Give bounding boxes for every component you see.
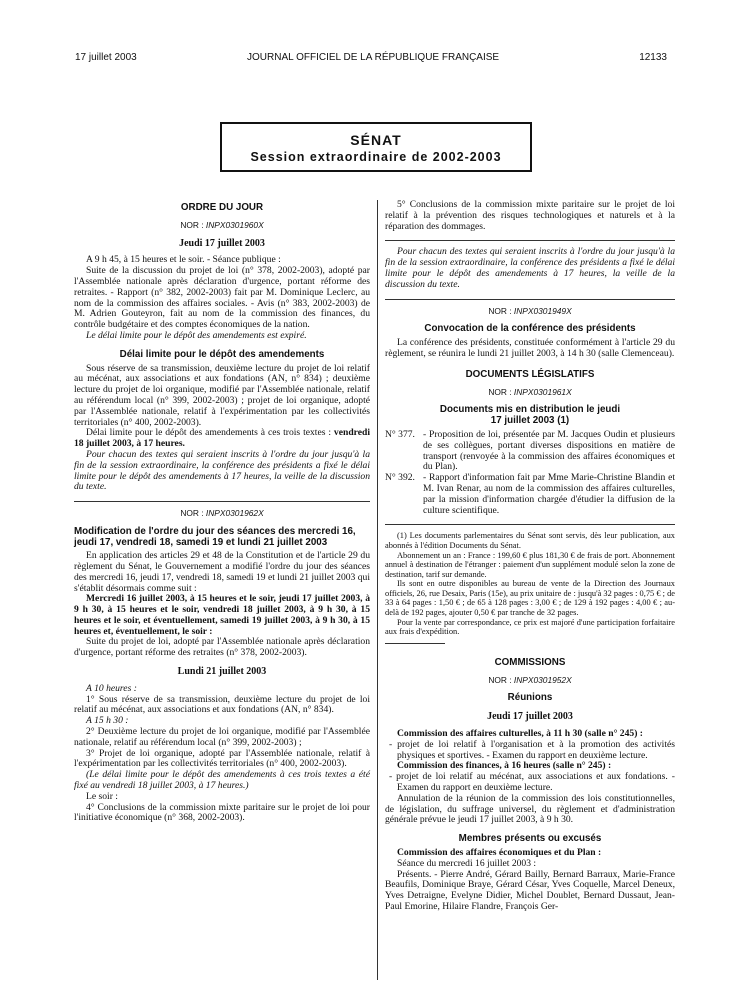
paragraph: 1° Sous réserve de sa transmission, deuxième lecture du projet de loi relatif au mécénat, aux associations et aux fondations (AN, n° 834).	[74, 693, 370, 716]
comm-heading: COMMISSIONS	[494, 656, 566, 668]
left-column	[74, 200, 370, 824]
list-item: - projet de loi relatif à l'organisation et à la promotion des activités physiques et sportives. - Examen du rapport en deuxième lecture.	[389, 738, 675, 761]
subtitle: Session extraordinaire de 2002-2003	[250, 150, 502, 164]
header-journal-title: JOURNAL OFFICIEL DE LA RÉPUBLIQUE FRANÇAISE	[247, 52, 500, 63]
divider	[385, 524, 675, 525]
footnote: Ils sont en outre disponibles au bureau de vente de la Direction des Journaux officiels, 26, rue Desaix, Paris (15e), au prix unitaire de : jusqu'à 32 pages : 0,75 € ; de 33 à 64 pages : 1,50 € ; de 65 à 128 pages : 3,00 € ; de 129 à 192 pages : 4,00 € ; au-delà de 192 pages, ajouter 0,50 € par tranche de 32 pages.	[385, 579, 675, 618]
paragraph: En application des articles 29 et 48 de la Constitution et de l'article 29 du règlement du Sénat, le Gouvernement a modifié l'ordre du jour des séances des mercredi 16, jeudi 17, vendredi 18, samedi 19 et lundi 21 juillet 2003 qui s'établit désormais comme suit :	[74, 550, 371, 594]
paragraph: 5° Conclusions de la commission mixte paritaire sur le projet de loi relatif à la prévention des risques technologiques et naturels et à la réparation des dommages.	[385, 199, 675, 232]
day-heading: Lundi 21 juillet 2003	[177, 666, 267, 678]
paragraph: Présents. - Pierre André, Gérard Bailly, Bernard Barraux, Marie-France Beaufils, Dominique Braye, Gérard César, Yves Coquelle, Marcel Deneux, Yves Detraigne, Evelyne Didier, Michel Doublet, Bernard Dussaut, Jean-Paul Emorine, Hilaire Flandre, François Ger-	[385, 868, 675, 912]
paragraph: Séance du mercredi 16 juillet 2003 :	[397, 857, 537, 869]
modif-heading: Modification de l'ordre du jour des séances des mercredi 16, jeudi 17, vendredi 18, samedi 19 et lundi 21 juillet 2003	[74, 525, 356, 548]
header-date: 17 juillet 2003	[75, 52, 137, 63]
nor-code: INPX0301961X	[513, 386, 572, 397]
paragraph: La conférence des présidents, constituée conformément à l'article 29 du règlement, se réunira le lundi 21 juillet 2003, à 14 h 30 (salle Clemenceau).	[385, 337, 675, 359]
nor-code: INPX0301952X	[513, 674, 572, 685]
nor-code: INPX0301962X	[205, 508, 264, 519]
paragraph: 2° Deuxième lecture du projet de loi organique, modifié par l'Assemblée nationale, relatif au référendum local (n° 399, 2002-2003) ;	[74, 726, 370, 748]
paragraph: Commission des affaires économiques et du Plan :	[397, 847, 602, 859]
nor-code: INPX0301949X	[513, 305, 572, 316]
document-number: N° 377.	[385, 428, 415, 440]
nor-line	[74, 220, 370, 231]
nor-line	[385, 675, 675, 686]
document-text: - Rapport d'information fait par Mme Marie-Christine Blandin et M. Ivan Renar, au nom de la commission des affaires culturelles, par la mission d'information chargée d'étudier la diffusion de la culture scientifique.	[423, 472, 675, 516]
deadline: vendredi 18 juillet 2003, à 17 heures.	[74, 427, 370, 450]
membres-heading: Membres présents ou excusés	[458, 833, 602, 845]
paragraph: 3° Projet de loi organique, adopté par l'Assemblée nationale, relatif à l'expérimentation par les collectivités territoriales (n° 400, 2002-2003).	[74, 747, 370, 770]
paragraph: Pour chacun des textes qui seraient inscrits à l'ordre du jour jusqu'à la fin de la session extraordinaire, la conférence des présidents a fixé le délai limite pour le dépôt des amendements à 17 heures, la veille de la discussion du texte.	[74, 448, 370, 493]
nor-label: NOR :	[180, 219, 206, 230]
list-item: - projet de loi relatif au mécénat, aux associations et aux fondations. - Examen du rapport en deuxième lecture.	[389, 771, 675, 794]
paragraph: 4° Conclusions de la commission mixte paritaire sur le projet de loi pour l'initiative économique (n° 368, 2002-2003).	[74, 801, 370, 824]
paragraph: Suite du projet de loi, adopté par l'Assemblée nationale après déclaration d'urgence, portant réforme des retraites (n° 378, 2002-2003).	[74, 636, 370, 659]
nor-label: NOR :	[488, 386, 514, 397]
divider	[385, 643, 445, 644]
nor-line	[385, 306, 675, 317]
right-column	[385, 200, 675, 913]
divider	[385, 240, 675, 241]
nor-label: NOR :	[488, 305, 514, 316]
nor-code: INPX0301960X	[205, 219, 264, 230]
title: SÉNAT	[350, 132, 402, 148]
document-number: N° 392.	[385, 472, 415, 484]
paragraph: A 15 h 30 :	[86, 715, 129, 727]
conv-heading: Convocation de la conférence des présidents	[424, 323, 636, 335]
day-heading: Jeudi 17 juillet 2003	[179, 237, 265, 249]
column-divider	[377, 200, 378, 980]
paragraph: Sous réserve de sa transmission, deuxième lecture du projet de loi relatif au mécénat, aux associations et aux fondations (AN, n° 834) ; deuxième lecture du projet de loi organique, modifié par l'Assemblée nationale, relatif au référendum local (n° 399, 2002-2003) ; projet de loi organique, adopté par l'Assemblée nationale, relatif à l'expérimentation par les collectivités territoriales (n° 400, 2002-2003).	[74, 362, 370, 428]
paragraph: Commission des affaires culturelles, à 11 h 30 (salle n° 245) :	[397, 728, 643, 740]
docs-subheading: Documents mis en distribution le jeudi 17 juillet 2003 (1)	[439, 404, 621, 427]
day-heading: Jeudi 17 juillet 2003	[487, 711, 573, 723]
paragraph: Annulation de la réunion de la commission des lois constitutionnelles, de législation, du suffrage universel, du règlement et d'administration générale prévue le jeudi 17 juillet 2003, à 9 h 30.	[385, 792, 675, 826]
delai-heading: Délai limite pour le dépôt des amendements	[119, 348, 325, 360]
footnote: Abonnement un an : France : 199,60 € plus 181,30 € de frais de port. Abonnement annuel à destination de l'étranger : paiement d'un supplément modulé selon la zone de destination, tarif sur demande.	[385, 550, 675, 579]
docs-heading: DOCUMENTS LÉGISLATIFS	[465, 368, 595, 380]
paragraph: Pour chacun des textes qui seraient inscrits à l'ordre du jour jusqu'à la fin de la session extraordinaire, la conférence des présidents a fixé le délai limite pour le dépôt des amendements à 17 heures, la veille de la discussion du texte.	[385, 246, 675, 290]
reunions-heading: Réunions	[507, 692, 553, 704]
nor-label: NOR :	[180, 508, 206, 519]
nor-line	[74, 508, 370, 519]
footnote: Pour la vente par correspondance, ce prix est majoré d'une participation forfaitaire aux frais d'expédition.	[385, 617, 675, 637]
document-item	[385, 473, 675, 516]
document-item	[385, 430, 675, 473]
title-box	[220, 122, 532, 172]
paragraph: Le soir :	[86, 790, 118, 802]
divider	[385, 299, 675, 300]
paragraph: Commission des finances, à 16 heures (salle n° 245) :	[397, 760, 612, 772]
paragraph: (Le délai limite pour le dépôt des amendements à ces trois textes a été fixé au vendredi 18 juillet 2003, à 17 heures.)	[74, 769, 370, 792]
header-page-number: 12133	[639, 52, 667, 63]
paragraph: Le délai limite pour le dépôt des amendements est expiré.	[86, 329, 307, 341]
document-text: - Proposition de loi, présentée par M. Jacques Oudin et plusieurs de ses collègues, portant diverses dispositions en matière de transport (renvoyée à la commission des affaires économiques et du Plan).	[423, 428, 675, 473]
paragraph: A 10 heures :	[86, 682, 137, 694]
nor-label: NOR :	[488, 674, 514, 685]
nor-line	[385, 387, 675, 398]
paragraph: Mercredi 16 juillet 2003, à 15 heures et le soir, jeudi 17 juillet 2003, à 9 h 30, à 15 heures et le soir, vendredi 18 juillet 2003, à 9 h 30, à 15 heures et le soir, et éventuellement, samedi 19 juillet 2003, à 9 h 30, à 15 heures et, éventuellement, le soir :	[74, 593, 370, 637]
paragraph: Suite de la discussion du projet de loi (n° 378, 2002-2003), adopté par l'Assemblée nationale après déclaration d'urgence, portant réforme des retraites. - Rapport (n° 382, 2002-2003) fait par M. Dominique Leclerc, au nom de la commission des affaires sociales. - Avis (n° 383, 2002-2003) de M. Adrien Gouteyron, fait au nom de la commission des finances, du contrôle budgétaire et des comptes économiques de la nation.	[74, 265, 370, 331]
ordre-heading: ORDRE DU JOUR	[180, 202, 264, 213]
divider	[74, 501, 370, 502]
footnote: (1) Les documents parlementaires du Sénat sont servis, dès leur publication, aux abonnés à l'édition Documents du Sénat.	[385, 531, 675, 550]
text: Délai limite pour le dépôt des amendements à ces trois textes :	[86, 427, 332, 439]
paragraph	[74, 428, 370, 450]
paragraph: A 9 h 45, à 15 heures et le soir. - Séance publique :	[86, 254, 281, 266]
